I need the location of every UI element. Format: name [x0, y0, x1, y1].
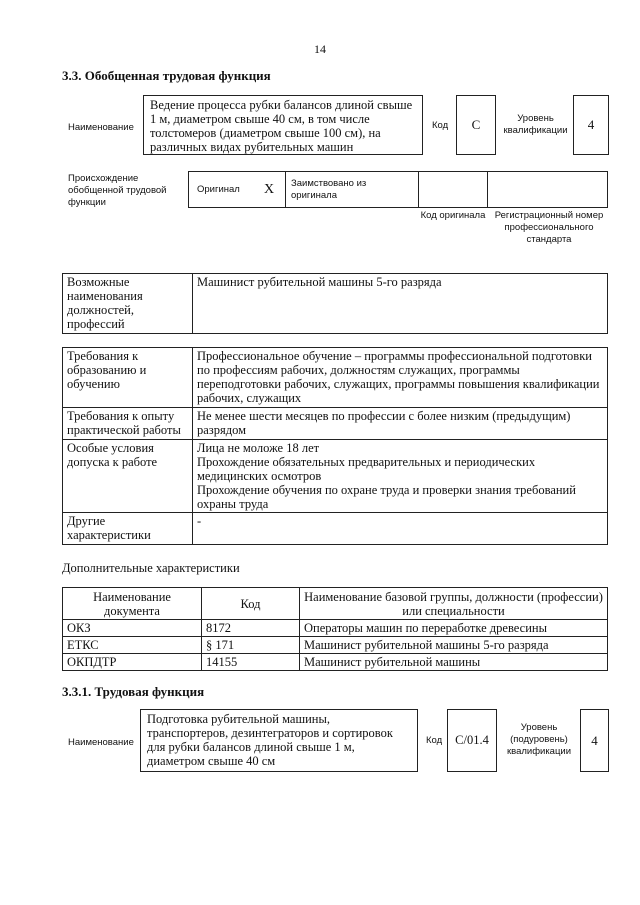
- doc-cell: ОКЗ: [63, 620, 202, 637]
- function-name-value: Подготовка рубительной машины, транспортеров, дезинтеграторов и сортировок для рубки балансов длиной свыше 1 м, диаметром свыше 40 см: [140, 709, 418, 772]
- function-code-label: Код: [426, 735, 443, 746]
- table-header-row: [63, 588, 608, 620]
- header-code: Код: [202, 588, 300, 620]
- requirement-value: -: [193, 513, 608, 545]
- table-row: [63, 408, 608, 440]
- positions-label: Возможные наименования должностей, профессий: [63, 274, 193, 334]
- function-name-label: Наименование: [68, 737, 134, 748]
- code-cell: 8172: [202, 620, 300, 637]
- table-row: [63, 637, 608, 654]
- requirement-value: Профессиональное обучение – программы профессиональной подготовки по профессиям рабочих, должностям служащих, программы переподготовки рабочих, служащих, программы повышения квалификации рабочих, служащих: [193, 348, 608, 408]
- section-title: 3.3. Обобщенная трудовая функция: [62, 68, 271, 83]
- requirement-value: [193, 440, 608, 513]
- table-row: [63, 348, 608, 408]
- table-row: [63, 620, 608, 637]
- requirements-table: [62, 347, 608, 545]
- subsection-title: 3.3.1. Трудовая функция: [62, 684, 205, 699]
- page-number: 14: [314, 42, 326, 56]
- level-label: Уровень квалификации: [503, 113, 568, 136]
- function-code-value: C/01.4: [447, 709, 497, 772]
- requirement-line: Прохождение обучения по охране труда и проверки знания требований охраны труда: [197, 483, 576, 511]
- original-mark: X: [263, 181, 275, 197]
- additional-table: [62, 587, 608, 671]
- function-level-value: 4: [580, 709, 609, 772]
- name-cell: Машинист рубительной машины: [300, 654, 608, 671]
- name-value: Ведение процесса рубки балансов длиной свыше 1 м, диаметром свыше 40 см, в том числе толстомеров (диаметром свыше 100 см), на различных видах рубительных машин: [143, 95, 423, 155]
- requirement-value: Не менее шести месяцев по профессии с более низким (предыдущим) разрядом: [193, 408, 608, 440]
- requirement-line: Прохождение обязательных предварительных и периодических медицинских осмотров: [197, 455, 536, 483]
- table-row: [63, 440, 608, 513]
- borrowed-label: Заимствовано из оригинала: [291, 178, 367, 201]
- origin-label: Происхождение обобщенной трудовой функции: [68, 173, 167, 208]
- table-row: [63, 513, 608, 545]
- header-name: Наименование базовой группы, должности (профессии) или специальности: [300, 588, 608, 620]
- requirement-label: Другие характеристики: [63, 513, 193, 545]
- divider: [285, 172, 286, 207]
- doc-cell: ОКПДТР: [63, 654, 202, 671]
- header-doc: Наименование документа: [63, 588, 202, 620]
- code-cell: 14155: [202, 654, 300, 671]
- name-label: Наименование: [68, 122, 134, 133]
- requirement-label: Особые условия допуска к работе: [63, 440, 193, 513]
- divider: [418, 172, 419, 207]
- original-label: Оригинал: [197, 184, 240, 195]
- code-cell: § 171: [202, 637, 300, 654]
- function-level-label: Уровень (подуровень) квалификации: [506, 722, 572, 757]
- requirement-label: Требования к опыту практической работы: [63, 408, 193, 440]
- reg-number-caption: Регистрационный номер профессионального стандарта: [494, 210, 604, 245]
- name-cell: Операторы машин по переработке древесины: [300, 620, 608, 637]
- doc-cell: ЕТКС: [63, 637, 202, 654]
- table-row: [63, 654, 608, 671]
- code-label: Код: [432, 120, 449, 131]
- requirement-label: Требования к образованию и обучению: [63, 348, 193, 408]
- level-value: 4: [573, 95, 609, 155]
- name-cell: Машинист рубительной машины 5-го разряда: [300, 637, 608, 654]
- positions-value: Машинист рубительной машины 5-го разряда: [193, 274, 608, 334]
- requirement-line: Лица не моложе 18 лет: [197, 441, 320, 455]
- code-value: C: [456, 95, 496, 155]
- code-original-caption: Код оригинала: [420, 210, 486, 221]
- positions-table: [62, 273, 608, 334]
- divider: [487, 172, 488, 207]
- origin-table: [188, 171, 608, 208]
- additional-title: Дополнительные характеристики: [62, 561, 240, 575]
